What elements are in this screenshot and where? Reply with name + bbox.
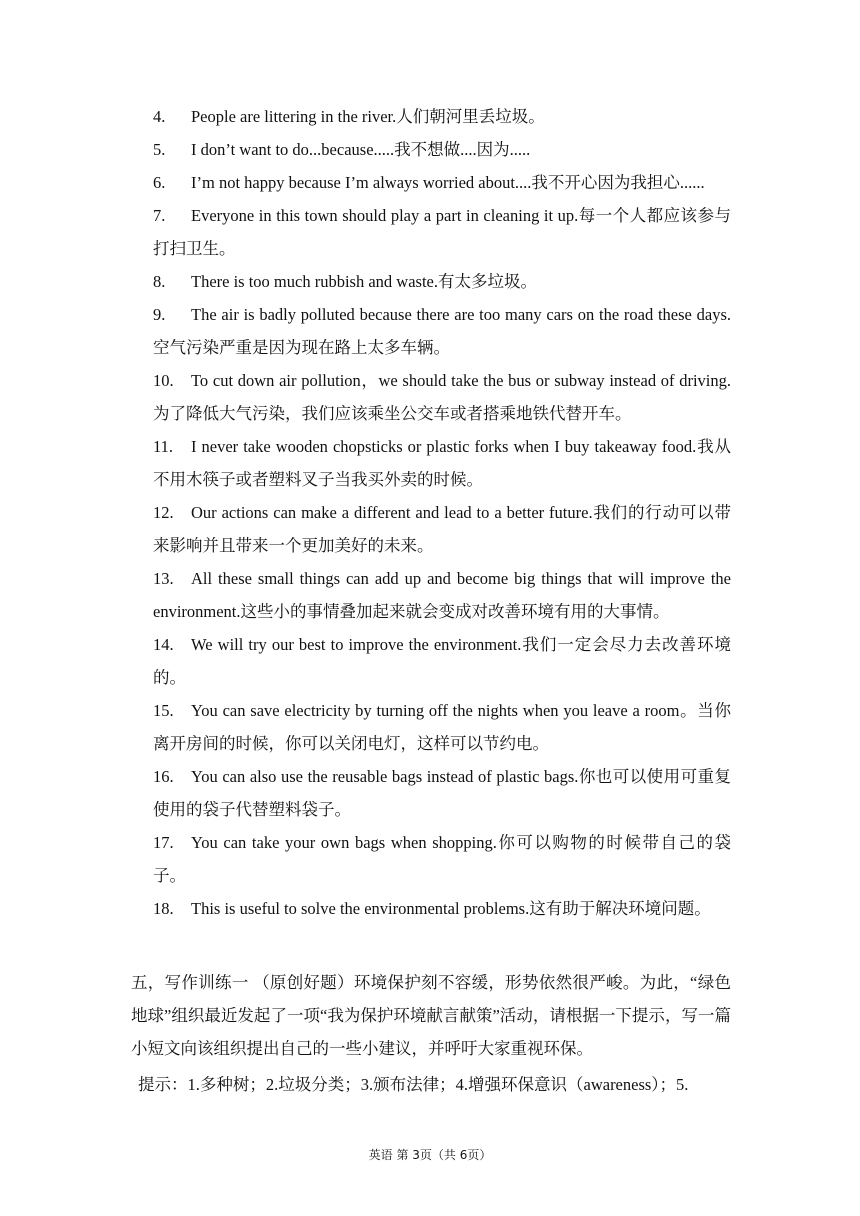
page-footer: 英语 第 3页（共 6页） (368, 1148, 492, 1162)
item-number: 8. (153, 272, 166, 291)
item-text: I don’t want to do...because.....我不想做....因为..... (191, 140, 531, 159)
list-item (153, 100, 731, 133)
item-text: All these small things can add up and become big things that will improve the environment.这些小的事情叠加起来就会变成对改善环境有用的大事情。 (153, 569, 731, 621)
item-text: You can save electricity by turning off the nights when you leave a room。当你离开房间的时候，你可以关闭电灯，这样可以节约电。 (153, 701, 731, 753)
item-text: There is too much rubbish and waste.有太多垃圾。 (191, 272, 537, 291)
list-item (153, 166, 731, 199)
list-item (153, 826, 731, 892)
item-text: You can take your own bags when shopping.你可以购物的时候带自己的袋子。 (153, 833, 731, 885)
item-number: 15. (153, 701, 174, 720)
item-number: 18. (153, 899, 174, 918)
item-text: I never take wooden chopsticks or plastic forks when I buy takeaway food.我从不用木筷子或者塑料叉子当我买外卖的时候。 (153, 437, 731, 489)
item-text: This is useful to solve the environmental problems.这有助于解决环境问题。 (191, 899, 711, 918)
item-text: You can also use the reusable bags instead of plastic bags.你也可以使用可重复使用的袋子代替塑料袋子。 (153, 767, 731, 819)
item-text: I’m not happy because I’m always worried about....我不开心因为我担心...... (191, 173, 705, 192)
list-item (153, 628, 731, 694)
list-item (153, 298, 731, 364)
list-item (153, 562, 731, 628)
item-number: 10. (153, 371, 174, 390)
item-text: People are littering in the river.人们朝河里丢垃圾。 (191, 107, 545, 126)
sentence-list (153, 100, 731, 925)
list-item (153, 265, 731, 298)
item-text: We will try our best to improve the environment.我们一定会尽力去改善环境的。 (153, 635, 731, 687)
item-text: Everyone in this town should play a part in cleaning it up.每一个人都应该参与打扫卫生。 (153, 206, 731, 258)
item-text: To cut down air pollution，we should take the bus or subway instead of driving.为了降低大气污染，我们应该乘坐公交车或者搭乘地铁代替开车。 (153, 371, 731, 423)
item-number: 7. (153, 206, 166, 225)
item-number: 16. (153, 767, 174, 786)
item-number: 6. (153, 173, 166, 192)
list-item (153, 364, 731, 430)
writing-hints: 提示：1.多种树；2.垃圾分类；3.颁布法律；4.增强环保意识（awareness）；5. (138, 1075, 689, 1094)
item-text: The air is badly polluted because there are too many cars on the road these days.空气污染严重是因为现在路上太多车辆。 (153, 305, 731, 357)
item-number: 13. (153, 569, 174, 588)
item-number: 17. (153, 833, 174, 852)
writing-task-prompt: 五，写作训练一 （原创好题）环境保护刻不容缓，形势依然很严峻。为此，“绿色地球”组织最近发起了一项“我为保护环境献言献策”活动，请根据一下提示，写一篇小短文向该组织提出自己的一些小建议，并呼吁大家重视环保。 (131, 973, 731, 1058)
item-number: 12. (153, 503, 174, 522)
list-item (153, 430, 731, 496)
list-item (153, 892, 731, 925)
list-item (153, 496, 731, 562)
item-text: Our actions can make a different and lead to a better future.我们的行动可以带来影响并且带来一个更加美好的未来。 (153, 503, 731, 555)
list-item (153, 133, 731, 166)
item-number: 5. (153, 140, 166, 159)
list-item (153, 694, 731, 760)
list-item (153, 199, 731, 265)
list-item (153, 760, 731, 826)
item-number: 11. (153, 437, 174, 456)
item-number: 9. (153, 305, 166, 324)
item-number: 14. (153, 635, 174, 654)
item-number: 4. (153, 107, 166, 126)
